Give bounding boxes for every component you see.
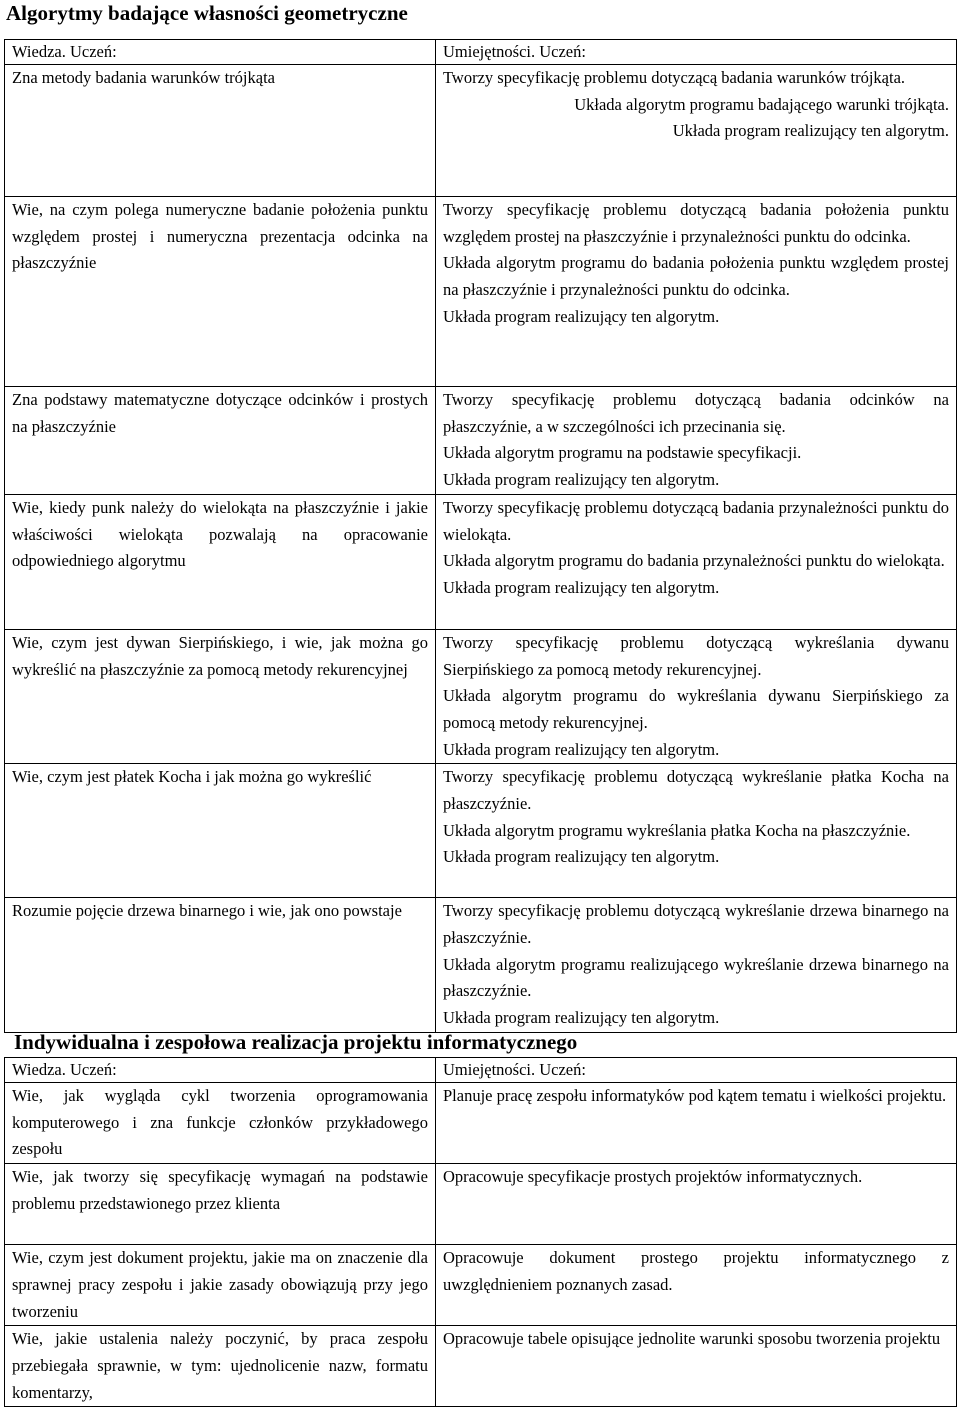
header-knowledge: Wiedza. Uczeń: — [5, 1058, 436, 1083]
header-skills: Umiejętności. Uczeń: — [436, 1058, 957, 1083]
table-row — [5, 1164, 957, 1245]
skill-line: Układa algorytm programu do wykreślania dywanu Sierpińskiego za pomocą metody rekurencyjnej. — [443, 686, 949, 732]
knowledge-cell: Rozumie pojęcie drzewa binarnego i wie, jak ono powstaje — [5, 898, 436, 1033]
knowledge-cell: Wie, czym jest dokument projektu, jakie ma on znaczenie dla sprawnej pracy zespołu i jakie zasady obowiązują przy jego tworzeniu — [5, 1245, 436, 1326]
knowledge-cell: Zna podstawy matematyczne dotyczące odcinków i prostych na płaszczyźnie — [5, 387, 436, 495]
skills-cell — [436, 629, 957, 764]
table-row — [5, 629, 957, 764]
table-header-row — [5, 1058, 957, 1083]
skill-line: Układa program realizujący ten algorytm. — [443, 1008, 720, 1028]
skill-line: Tworzy specyfikację problemu dotyczącą badania warunków trójkąta. — [443, 68, 906, 87]
skill-line: Układa algorytm programu do badania przynależności punktu do wielokąta. — [443, 551, 945, 571]
knowledge-cell: Wie, jakie ustalenia należy poczynić, by praca zespołu przebiegała sprawnie, w tym: ujednolicenie nazw, formatu komentarzy, — [5, 1326, 436, 1407]
skill-line: Układa algorytm programu realizującego wykreślanie drzewa binarnego na płaszczyźnie. — [443, 954, 949, 1001]
skill-line: Tworzy specyfikację problemu dotyczącą badania położenia punktu względem prostej na płaszczyźnie i przynależności punktu do odcinka. — [443, 200, 949, 246]
knowledge-cell: Wie, kiedy punk należy do wielokąta na płaszczyźnie i jakie właściwości wielokąta pozwalają na opracowanie odpowiedniego algorytmu — [5, 494, 436, 629]
section-title-geometry: Algorytmy badające własności geometryczne — [6, 1, 408, 25]
knowledge-cell: Wie, czym jest płatek Kocha i jak można go wykreślić — [5, 764, 436, 898]
knowledge-cell: Wie, czym jest dywan Sierpińskiego, i wie, jak można go wykreślić na płaszczyźnie za pomocą metody rekurencyjnej — [5, 629, 436, 764]
table-row — [5, 1245, 957, 1326]
header-knowledge: Wiedza. Uczeń: — [5, 40, 436, 65]
skill-line: Tworzy specyfikację problemu dotyczącą wykreślanie płatka Kocha na płaszczyźnie. — [443, 767, 949, 814]
skill-line: Układa algorytm programu wykreślania płatka Kocha na płaszczyźnie. — [443, 820, 911, 840]
skill-line: Układa program realizujący ten algorytm. — [443, 470, 720, 490]
skill-line: Tworzy specyfikację problemu dotyczącą badania odcinków na płaszczyźnie, a w szczególności ich przecinania się. — [443, 390, 949, 436]
skills-cell — [436, 387, 957, 495]
header-skills: Umiejętności. Uczeń: — [436, 40, 957, 65]
skill-line: Układa program realizujący ten algorytm. — [672, 121, 949, 141]
table-row — [5, 197, 957, 387]
skill-line: Układa program realizujący ten algorytm. — [443, 306, 720, 326]
skills-cell: Opracowuje specyfikacje prostych projektów informatycznych. — [436, 1164, 957, 1245]
project-table — [4, 1057, 957, 1407]
skills-cell: Opracowuje dokument prostego projektu informatycznego z uwzględnieniem poznanych zasad. — [436, 1245, 957, 1326]
skill-line: Tworzy specyfikację problemu dotyczącą wykreślania dywanu Sierpińskiego za pomocą metody rekurencyjnej. — [443, 632, 949, 679]
skill-line: Tworzy specyfikację problemu dotyczącą wykreślanie drzewa binarnego na płaszczyźnie. — [443, 901, 949, 948]
skills-cell — [436, 65, 957, 197]
skills-cell — [436, 197, 957, 387]
skill-line: Układa program realizujący ten algorytm. — [443, 577, 720, 597]
table-row — [5, 1326, 957, 1407]
knowledge-cell: Wie, jak tworzy się specyfikację wymagań na podstawie problemu przedstawionego przez klienta — [5, 1164, 436, 1245]
skill-line: Układa algorytm programu na podstawie specyfikacji. — [443, 443, 802, 463]
table-row — [5, 1083, 957, 1164]
skills-cell: Opracowuje tabele opisujące jednolite warunki sposobu tworzenia projektu — [436, 1326, 957, 1407]
geometry-table — [4, 39, 957, 1033]
skills-cell — [436, 764, 957, 898]
table-row — [5, 387, 957, 495]
knowledge-cell: Wie, na czym polega numeryczne badanie położenia punktu względem prostej i numeryczna prezentacja odcinka na płaszczyźnie — [5, 197, 436, 387]
skills-cell: Planuje pracę zespołu informatyków pod kątem tematu i wielkości projektu. — [436, 1083, 957, 1164]
table-row — [5, 898, 957, 1033]
table-row — [5, 494, 957, 629]
table-header-row — [5, 40, 957, 65]
skills-cell — [436, 898, 957, 1033]
skill-line: Układa algorytm programu do badania położenia punktu względem prostej na płaszczyźnie i przynależności punktu do odcinka. — [443, 253, 949, 300]
table-row — [5, 764, 957, 898]
skill-line: Tworzy specyfikację problemu dotyczącą badania przynależności punktu do wielokąta. — [443, 497, 949, 544]
skill-line: Układa algorytm programu badającego warunki trójkąta. — [574, 94, 949, 114]
skills-cell — [436, 494, 957, 629]
knowledge-cell: Wie, jak wygląda cykl tworzenia oprogramowania komputerowego i zna funkcje członków przykładowego zespołu — [5, 1083, 436, 1164]
section-title-project: Indywidualna i zespołowa realizacja projektu informatycznego — [14, 1030, 578, 1054]
knowledge-cell: Zna metody badania warunków trójkąta — [5, 65, 436, 197]
skill-line: Układa program realizujący ten algorytm. — [443, 847, 720, 867]
table-row — [5, 65, 957, 197]
skill-line: Układa program realizujący ten algorytm. — [443, 739, 720, 759]
